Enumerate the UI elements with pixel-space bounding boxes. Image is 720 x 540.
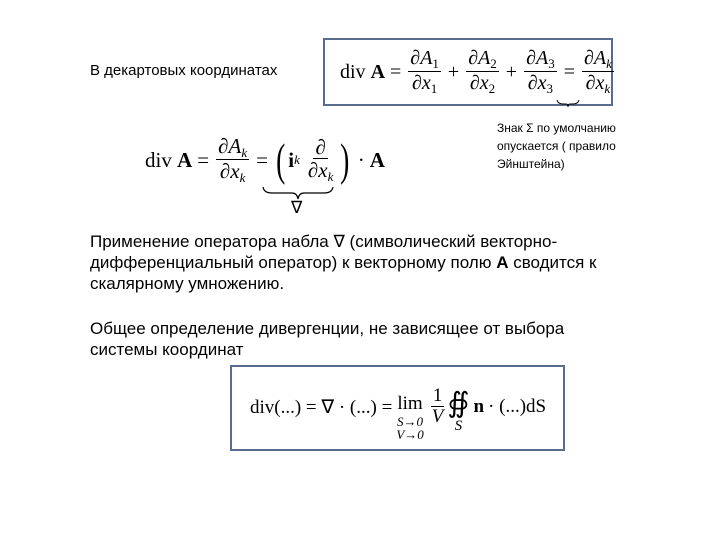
div-text: div bbox=[340, 60, 366, 83]
cartesian-label: В декартовых координатах bbox=[90, 62, 278, 79]
fraction-dA2-dx2: $\frac{\partial A_2}{\partial x_2}$ bbox=[468, 47, 497, 96]
right-paren: ) bbox=[340, 134, 350, 185]
fraction-dAk-dxk-2: $\frac{\partial A_k}{\partial x_k}$ bbox=[218, 133, 248, 186]
general-divergence-formula: div(...) = ∇ · (...) = lim S→0 V→0 $\frac{1}{V}$ ∯ S n · (...)dS bbox=[250, 376, 546, 438]
cartesian-divergence-formula: div A = $\frac{\partial A_1}{\partial x_1}$ + $\frac{\partial A_2}{\partial x_2}$ + $\frac{\partial A_3}{\partial x_3}$ = $\frac{\partial A_k}{\partial x_k}$ bbox=[340, 47, 612, 96]
underbrace-mark bbox=[556, 99, 580, 107]
fraction-dA1-dx1: $\frac{\partial A_1}{\partial x_1}$ bbox=[410, 47, 439, 96]
left-paren: ( bbox=[276, 134, 286, 185]
nabla-divergence-formula: div A = $\frac{\partial A_k}{\partial x_k}$ = ( i k $\frac{\partial}{\partial x_k}$ ) · A bbox=[145, 133, 385, 186]
einstein-note: Знак Σ по умолчанию опускается ( правило Эйнштейна) bbox=[497, 121, 616, 171]
fraction-1-V: $\frac{1}{V}$ bbox=[431, 385, 444, 428]
nabla-symbol: ∇ bbox=[291, 198, 303, 217]
fraction-dA3-dx3: $\frac{\partial A_3}{\partial x_3}$ bbox=[526, 47, 555, 96]
fraction-d-dxk: $\frac{\partial}{\partial x_k}$ bbox=[307, 134, 334, 184]
limit-block: lim S→0 V→0 bbox=[396, 393, 424, 442]
nabla-paragraph: Применение оператора набла ∇ (символический векторно- дифференциальный оператор) к векторному полю A сводится к скалярному умножению. bbox=[90, 232, 597, 293]
surface-integral: ∯ S bbox=[447, 387, 470, 434]
general-definition-paragraph: Общее определение дивергенции, не зависящее от выбора системы координат bbox=[90, 319, 565, 359]
fraction-dAk-dxk: $\frac{\partial A_k}{\partial x_k}$ bbox=[583, 47, 612, 96]
